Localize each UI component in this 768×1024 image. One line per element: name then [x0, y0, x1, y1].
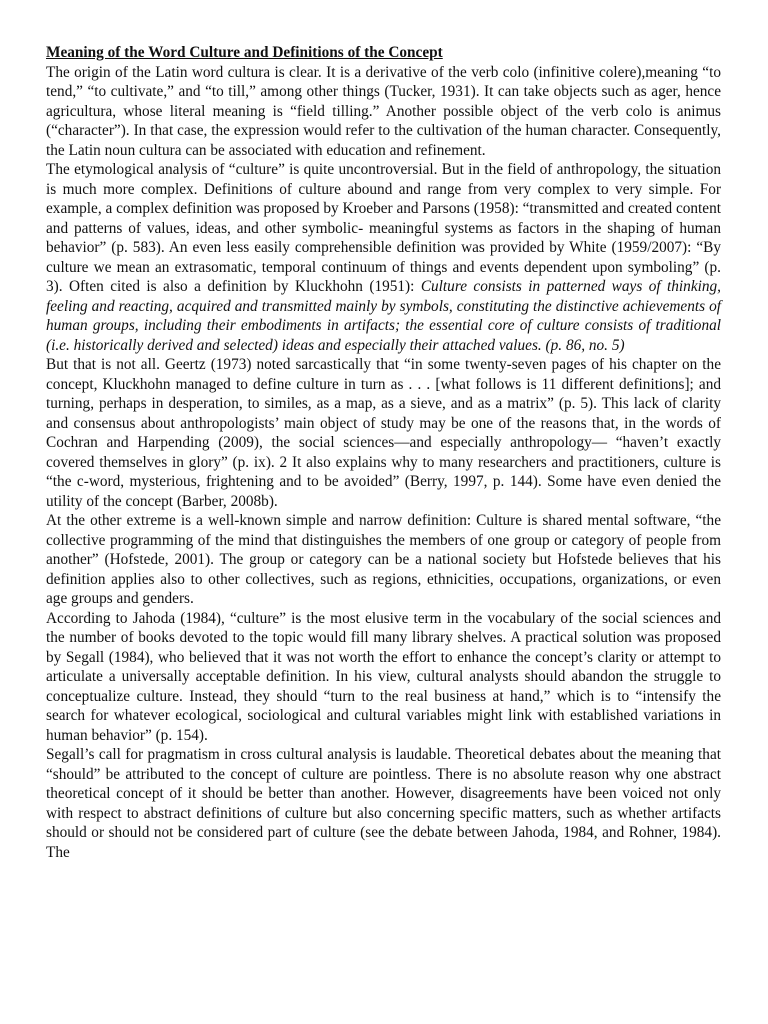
paragraph-hofstede: At the other extreme is a well-known simple and narrow definition: Culture is shared mental software, “the collective programming of the mind that distinguishes the members of one group or category of people from another” (Hofstede, 2001). The group or category can be a national society but Hofstede believes that his definition applies also to other collectives, such as regions, ethnicities, occupations, organizations, or even age groups and genders. — [46, 512, 721, 607]
document-title: Meaning of the Word Culture and Definitions of the Concept — [46, 44, 443, 61]
paragraph-anthropology-definitions — [46, 160, 721, 355]
paragraph-latin-origin: The origin of the Latin word cultura is clear. It is a derivative of the verb colo (infinitive colere),meaning “to tend,” “to cultivate,” and “to till,” among other things (Tucker, 1931). It can take objects such as ager, hence agricultura, whose literal meaning is “field tilling.” Another possible object of the verb colo is animus (“character”). In that case, the expression would refer to the cultivation of the human character. Consequently, the Latin noun cultura can be associated with education and refinement. — [46, 63, 721, 159]
paragraph-anthropology-text: The etymological analysis of “culture” is quite uncontroversial. But in the field of anthropology, the situation is much more complex. Definitions of culture abound and range from very complex to very simple. For example, a complex definition was proposed by Kroeber and Parsons (1958): “transmitted and created content and patterns of values, ideas, and other symbolic- meaningful systems as factors in the shaping of human behavior” (p. 583). An even less easily comprehensible definition was provided by White (1959/2007): “By culture we mean an extrasomatic, temporal continuum of things and events dependent upon symboling” (p. 3). Often cited is also a definition by Kluckhohn (1951): — [46, 161, 721, 295]
paragraph-pragmatism: Segall’s call for pragmatism in cross cultural analysis is laudable. Theoretical debates about the meaning that “should” be attributed to the concept of culture are pointless. There is no absolute reason why one abstract theoretical concept of it should be better than another. However, disagreements have been voiced not only with respect to abstract definitions of culture but also concerning specific matters, such as whether artifacts should or should not be considered part of culture (see the debate between Jahoda, 1984, and Rohner, 1984). The — [46, 746, 721, 861]
document-page — [46, 43, 721, 862]
kluckhohn-definition-quote: Culture consists in patterned ways of thinking, feeling and reacting, acquired and transmitted mainly by symbols, constituting the distinctive achievements of human groups, including their embodiments in artifacts; the essential core of culture consists of traditional (i.e. historically derived and selected) ideas and especially their attached values. (p. 86, no. 5) — [46, 278, 721, 354]
paragraph-geertz: But that is not all. Geertz (1973) noted sarcastically that “in some twenty-seven pages of his chapter on the concept, Kluckhohn managed to define culture in turn as . . . [what follows is 11 different definitions]; and turning, perhaps in desperation, to similes, as a map, as a sieve, and as a matrix” (p. 5). This lack of clarity and consensus about anthropologists’ main object of study may be one of the reasons that, in the words of Cochran and Harpending (2009), the social sciences—and especially anthropology— “haven’t exactly covered themselves in glory” (p. ix). 2 It also explains why to many researchers and practitioners, culture is “the c-word, mysterious, frightening and to be avoided” (Berry, 1997, p. 144). Some have even denied the utility of the concept (Barber, 2008b). — [46, 356, 721, 510]
paragraph-jahoda-segall: According to Jahoda (1984), “culture” is the most elusive term in the vocabulary of the social sciences and the number of books devoted to the topic would fill many library shelves. A practical solution was proposed by Segall (1984), who believed that it was not worth the effort to enhance the concept’s clarity or attempt to articulate a universally acceptable definition. In his view, cultural analysts should abandon the struggle to conceptualize culture. Instead, they should “turn to the real business at hand,” which is to “intensify the search for whatever ecological, sociological and cultural variables might link with established variations in human behavior” (p. 154). — [46, 609, 721, 744]
